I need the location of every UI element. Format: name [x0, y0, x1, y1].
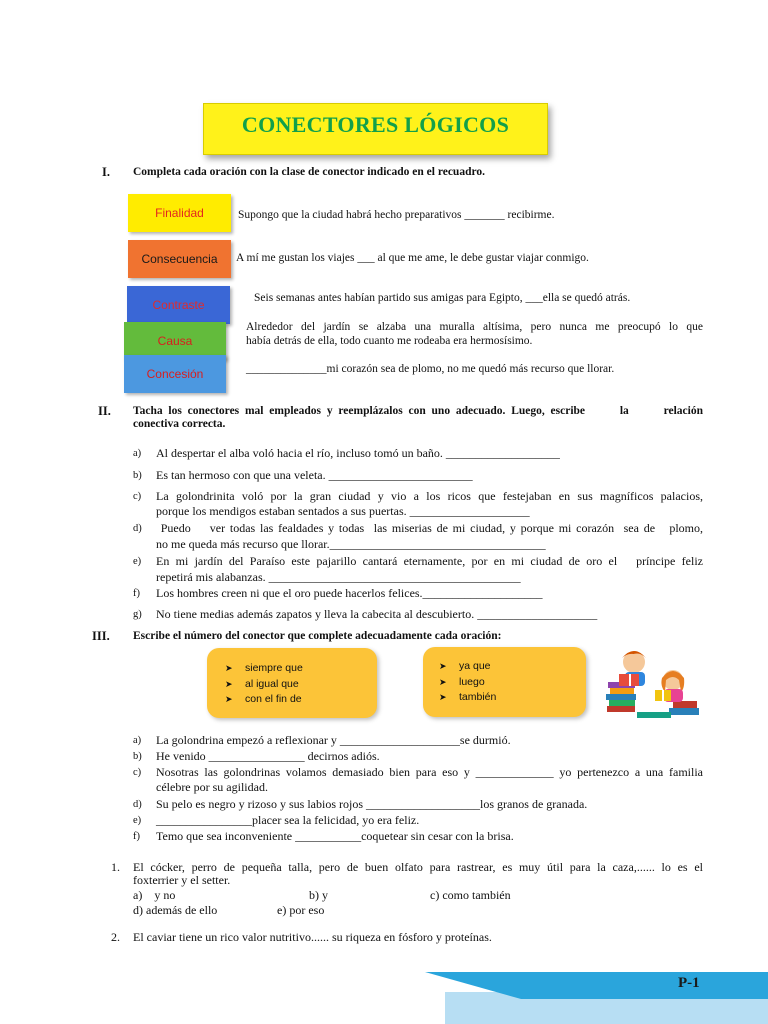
section-3-item-f: Temo que sea inconveniente ___________coquetear sin cesar con la brisa.: [156, 829, 514, 843]
section-2-item-e-line2: repetirá mis alabanzas. __________________________________________: [156, 570, 521, 584]
page-number: P-1: [678, 975, 700, 991]
connector-option: ➤ con el fin de: [225, 692, 377, 708]
connector-option: ➤ ya que: [439, 659, 586, 675]
question-2-text: El caviar tiene un rico valor nutritivo...... su riqueza en fósforo y proteínas.: [133, 930, 492, 944]
section-2-item-a: Al despertar el alba voló hacia el río, incluso tomó un baño. ___________________: [156, 446, 560, 460]
section-2-item-b: Es tan hermoso con que una veleta. ________________________: [156, 468, 473, 482]
sentence-finalidad: Supongo que la ciudad habrá hecho preparativos _______ recibirme.: [238, 209, 555, 221]
arrow-bullet-icon: ➤: [439, 676, 447, 687]
item-marker: e): [133, 556, 142, 567]
question-1-text-line1: El cócker, perro de pequeña talla, pero de buen olfato para rastrear, es muy útil para la caza,...... lo es el: [133, 860, 703, 874]
children-reading-illustration: [603, 644, 705, 722]
section-2-item-g: No tiene medias además zapatos y lleva la cabecita al descubierto. ____________________: [156, 607, 598, 621]
arrow-bullet-icon: ➤: [439, 661, 447, 671]
tag-contraste: Contraste: [127, 286, 230, 324]
connector-box-left: [207, 648, 377, 718]
tag-causa: Causa: [124, 322, 226, 360]
tag-finalidad: Finalidad: [128, 194, 231, 232]
item-marker: a): [133, 448, 142, 459]
question-1-option-d: d) además de ello: [133, 903, 218, 917]
arrow-bullet-icon: ➤: [225, 678, 233, 689]
item-marker: g): [133, 609, 142, 620]
tag-concesion: Concesión: [124, 355, 226, 393]
item-marker: a): [133, 735, 142, 746]
title-banner: [203, 103, 548, 155]
connector-box-right: [423, 647, 586, 717]
section-3-item-e: ________________placer sea la felicidad, yo era feliz.: [156, 813, 420, 827]
question-2-number: 2.: [111, 930, 120, 944]
question-1-option-e: e) por eso: [277, 903, 325, 917]
section-1-instruction: Completa cada oración con la clase de conector indicado en el recuadro.: [133, 166, 485, 178]
section-3-item-d: Su pelo es negro y rizoso y sus labios rojos ___________________los granos de granada.: [156, 797, 588, 811]
question-1-number: 1.: [111, 860, 120, 874]
arrow-bullet-icon: ➤: [225, 663, 233, 673]
section-3-item-a: La golondrina empezó a reflexionar y ____________________se durmió.: [156, 733, 511, 747]
section-3-number: III.: [92, 629, 110, 643]
question-1-option-b: b) y: [309, 888, 328, 902]
section-1-number: I.: [102, 165, 110, 179]
item-marker: d): [133, 799, 142, 810]
item-marker: b): [133, 470, 142, 481]
item-marker: f): [133, 588, 140, 599]
question-1-text-line2: foxterrier y el setter.: [133, 873, 231, 887]
section-3-item-b: He venido ________________ decirnos adiós.: [156, 749, 380, 763]
section-2-item-e-line1: En mi jardín del Paraíso este pajarillo cantará eternamente, por en mi ciudad de oro el príncipe feliz: [156, 554, 703, 568]
sentence-consecuencia: A mí me gustan los viajes ___ al que me ame, le debe gustar viajar conmigo.: [236, 252, 589, 264]
item-marker: b): [133, 751, 142, 762]
section-2-item-d-line1: Puedo ver todas las fealdades y todas las miserias de mi ciudad, y porque mi corazón sea de plomo,: [156, 521, 703, 535]
item-marker: c): [133, 767, 142, 778]
question-1-option-a: a) y no: [133, 888, 176, 902]
arrow-bullet-icon: ➤: [225, 694, 233, 704]
sentence-concesion: ______________mi corazón sea de plomo, no me quedó más recurso que llorar.: [246, 363, 615, 375]
sentence-causa-line2: había detrás de ella, todo cuanto me rodeaba era hermosísimo.: [246, 335, 533, 347]
section-2-item-c-line2: porque los mendigos estaban sentados a sus puertas. ____________________: [156, 504, 530, 518]
connector-option: ➤ luego: [439, 675, 586, 691]
section-2-instruction-line1: Tacha los conectores mal empleados y reemplázalos con uno adecuado. Luego, escribe la relación: [133, 405, 703, 417]
section-3-instruction: Escribe el número del conector que complete adecuadamente cada oración:: [133, 630, 502, 642]
connector-option: ➤ siempre que: [225, 661, 377, 677]
section-2-item-c-line1: La golondrinita voló por la gran ciudad y vio a los ricos que festejaban en sus magníficos palacios,: [156, 489, 703, 503]
tag-consecuencia: Consecuencia: [128, 240, 231, 278]
sentence-contraste: Seis semanas antes habían partido sus amigas para Egipto, ___ella se quedó atrás.: [254, 292, 631, 304]
section-3-item-c-line1: Nosotras las golondrinas volamos demasiado bien para eso y _____________ yo pertenezco a una familia: [156, 765, 703, 779]
section-2-instruction-line2: conectiva correcta.: [133, 418, 226, 430]
section-2-item-d-line2: no me queda más recurso que llorar.____________________________________: [156, 537, 546, 551]
section-3-item-c-line2: célebre por su agilidad.: [156, 780, 268, 794]
item-marker: d): [133, 523, 142, 534]
section-2-item-f: Los hombres creen ni que el oro puede hacerlos felices.____________________: [156, 586, 543, 600]
item-marker: e): [133, 815, 142, 826]
connector-option: ➤ también: [439, 690, 586, 706]
question-1-option-c: c) como también: [430, 888, 511, 902]
connector-option: ➤ al igual que: [225, 677, 377, 693]
page-title: CONECTORES LÓGICOS: [241, 112, 510, 137]
sentence-causa-line1: Alrededor del jardín se alzaba una muralla altísima, pero nunca me preocupó lo que: [246, 321, 703, 333]
item-marker: c): [133, 491, 142, 502]
arrow-bullet-icon: ➤: [439, 692, 447, 702]
item-marker: f): [133, 831, 140, 842]
section-2-number: II.: [98, 404, 111, 418]
